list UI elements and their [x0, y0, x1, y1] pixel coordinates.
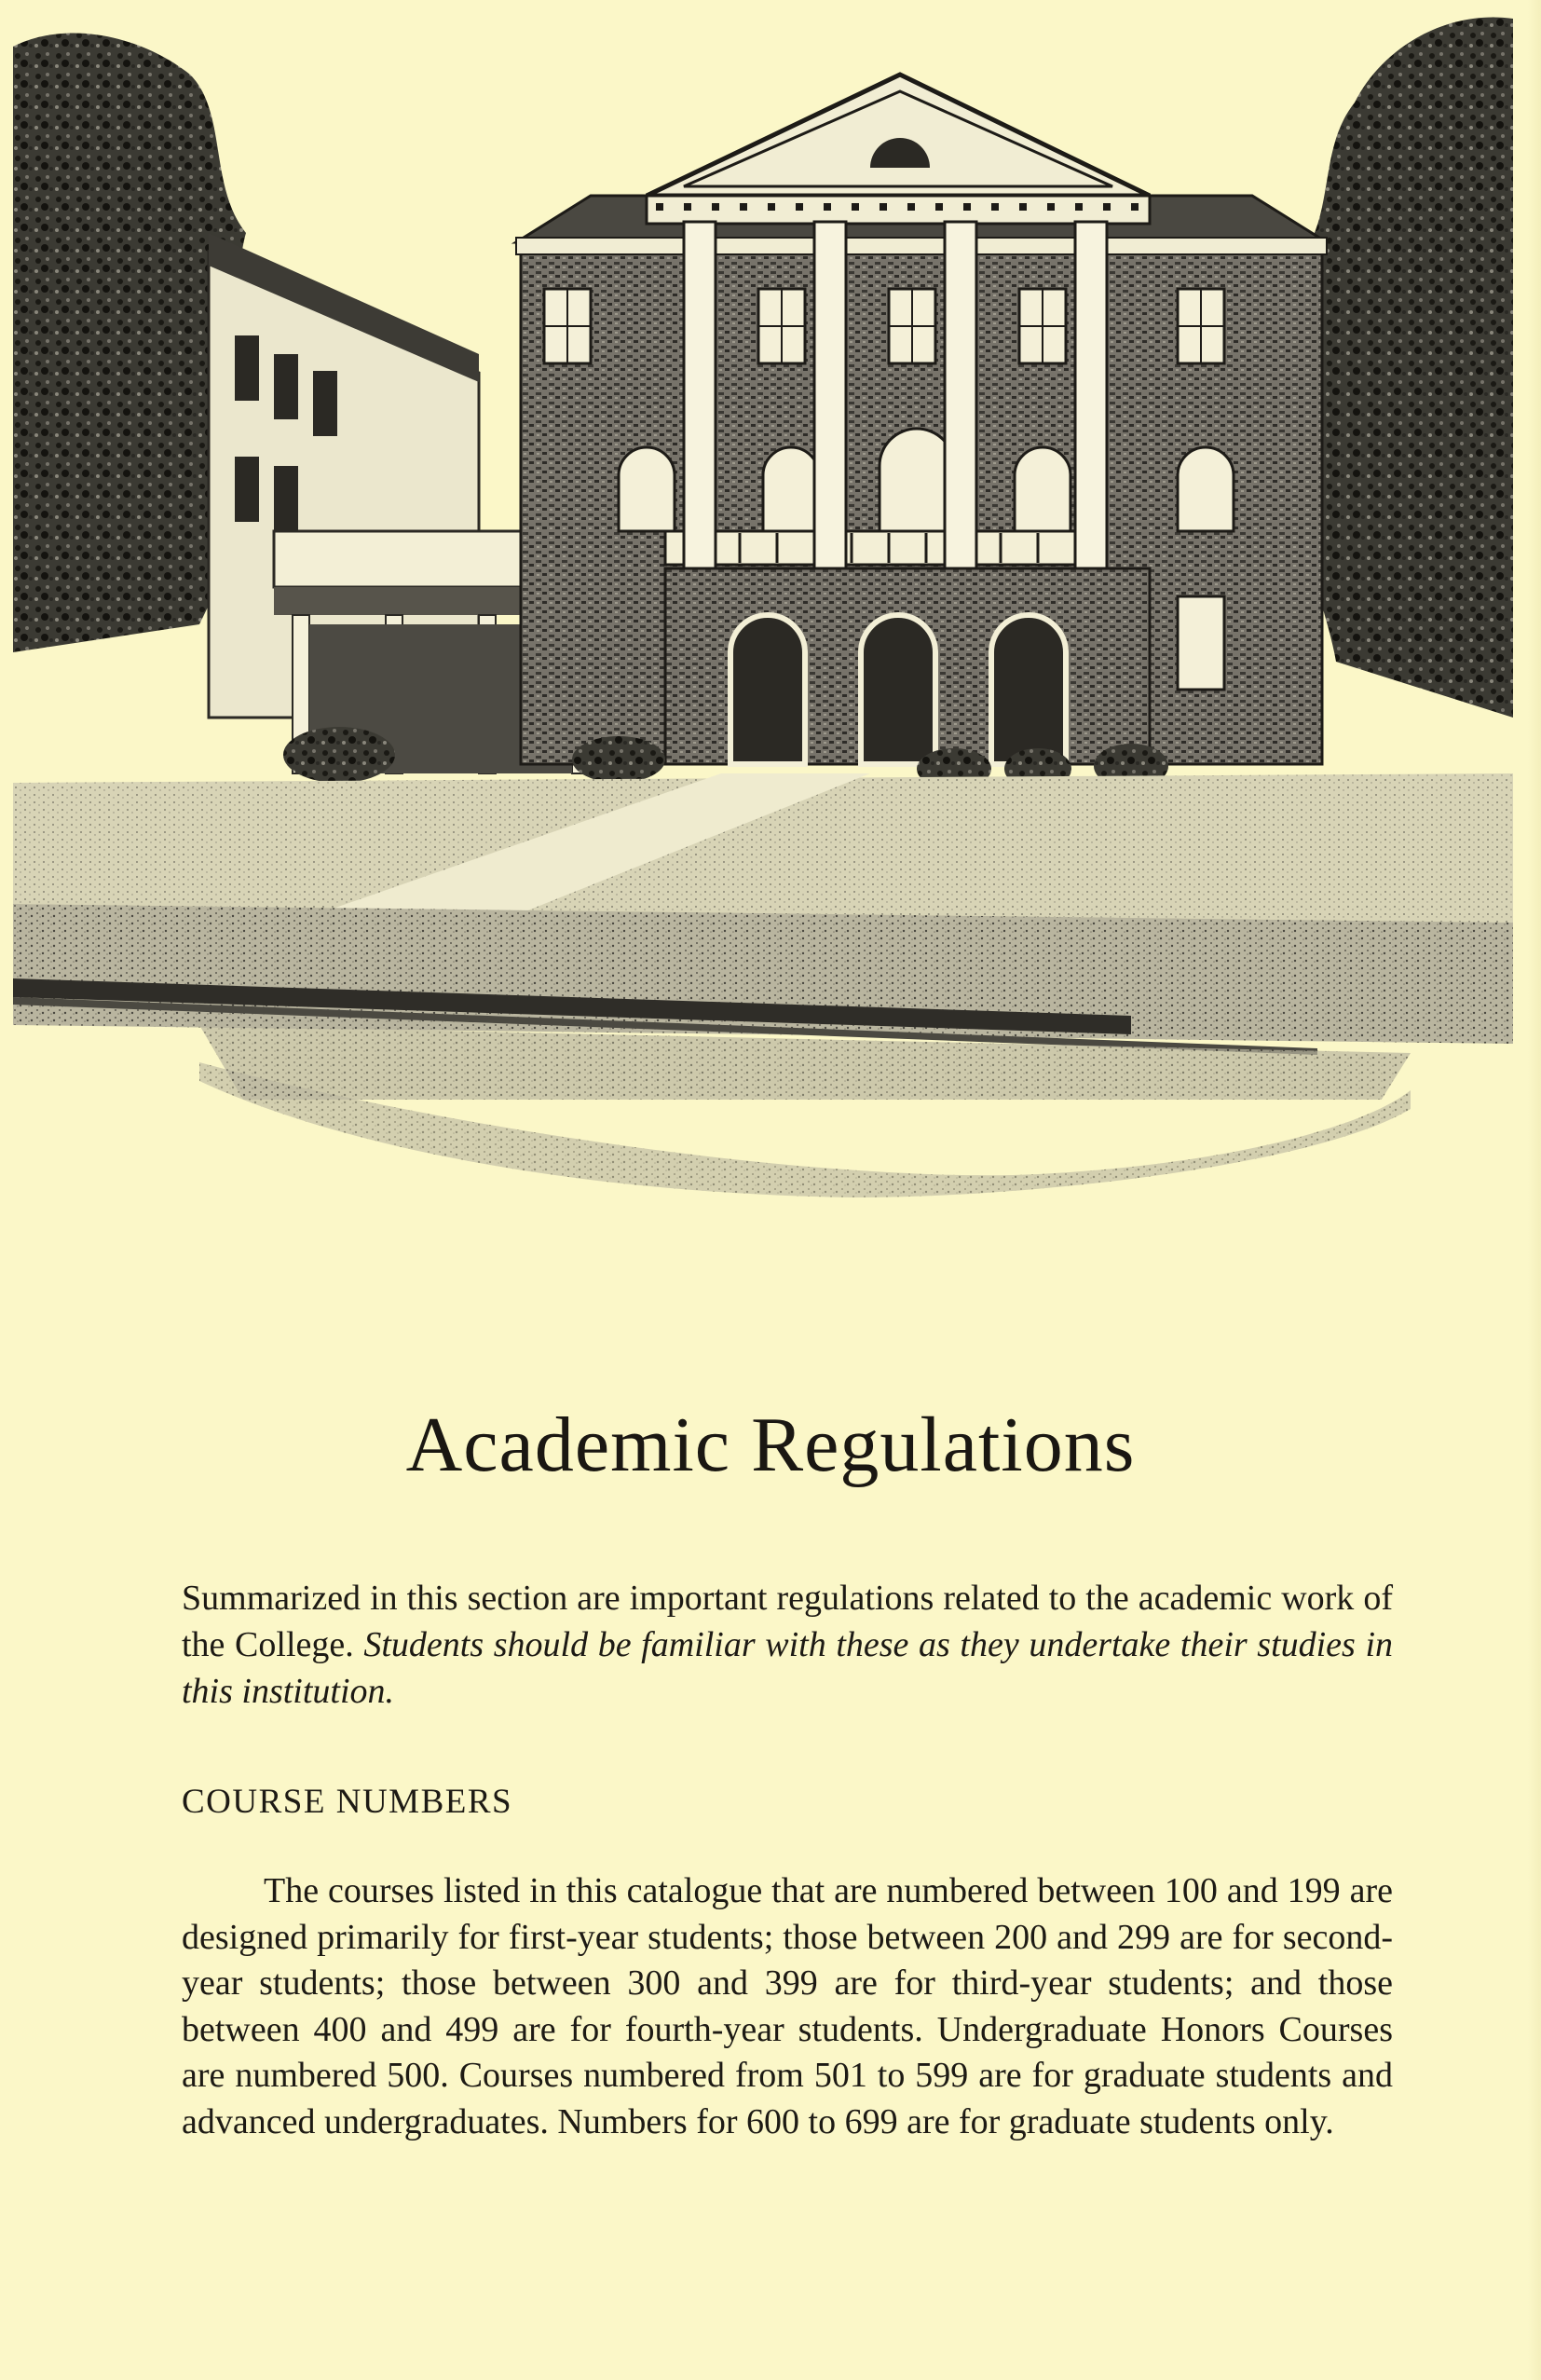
- section-heading-course-numbers: COURSE NUMBERS: [182, 1783, 513, 1821]
- page-edge: [1528, 0, 1541, 2380]
- college-building-illustration: [13, 9, 1513, 1211]
- page-title: Academic Regulations: [405, 1402, 1136, 1488]
- course-numbers-paragraph: The courses listed in this catalogue that are numbered between 100 and 199 are designed primarily for first-year students; those between 200 and 299 are for second-year students; those between 300 and 399 are for third-year students; and those between 400 and 499 are for fourth-year students. Undergraduate Honors Courses are numbered 500. Courses numbered from 501 to 599 are for graduate students and advanced undergraduates. Numbers for 600 to 699 are for graduate students only.: [182, 1871, 1393, 2141]
- intro-paragraph: [182, 1575, 1393, 1715]
- intro-emphasis: Students should be familiar with these as they undertake their studies in this institution.: [182, 1625, 1394, 1711]
- intro-text: Summarized in this section are important regulations related to the academic work of the College.: [182, 1579, 1393, 1664]
